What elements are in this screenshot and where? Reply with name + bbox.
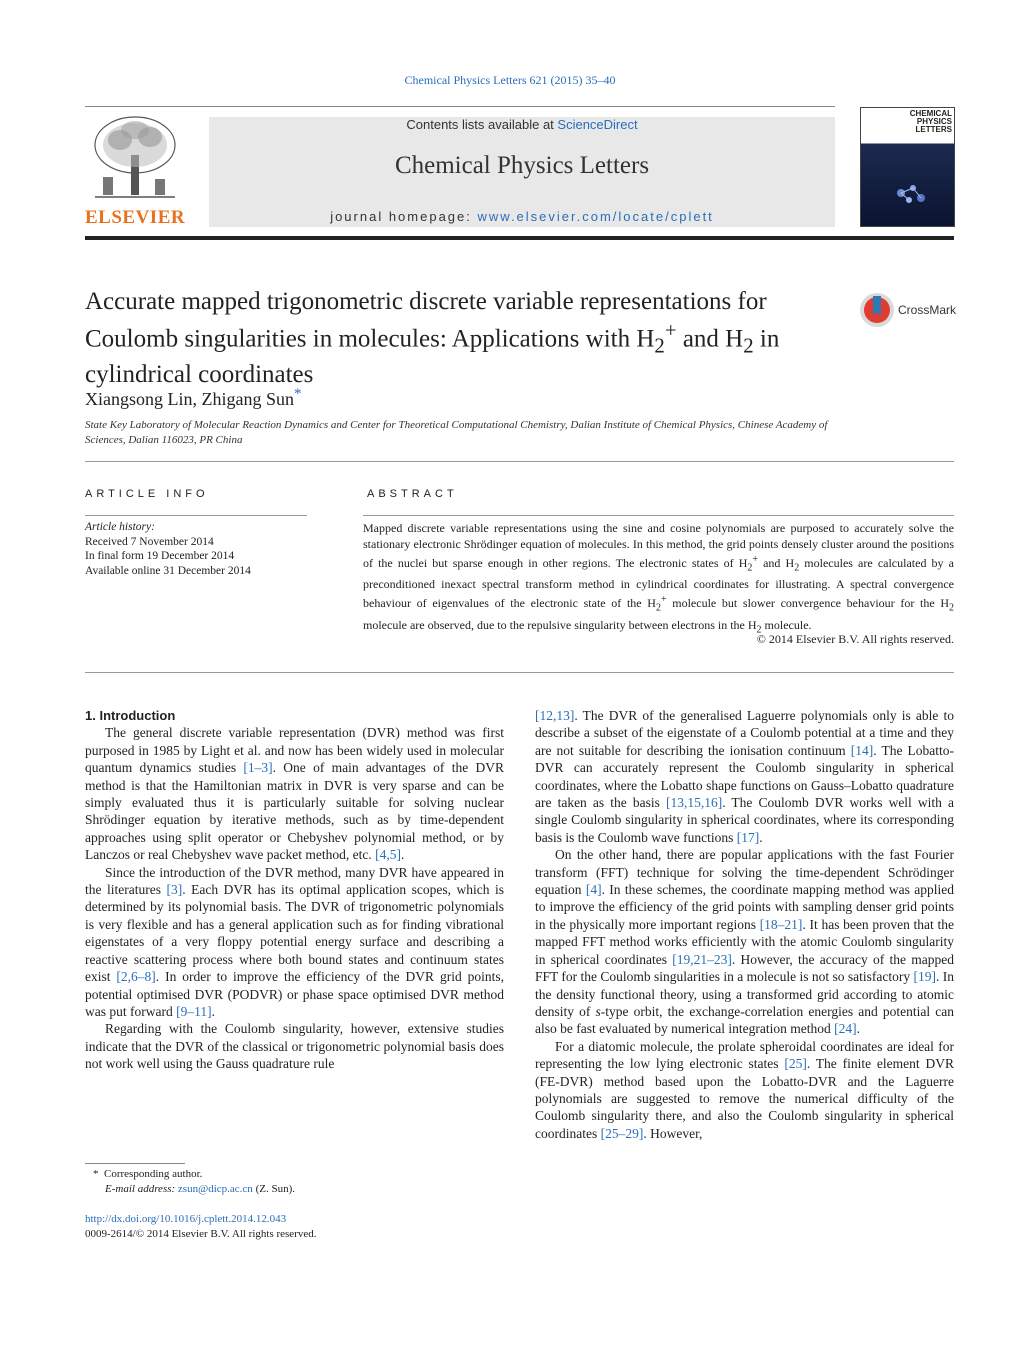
title-subscript: 2	[654, 333, 665, 358]
para-text: .	[856, 1021, 861, 1037]
citation-link[interactable]: [13,15,16]	[665, 795, 723, 811]
citation-link[interactable]: [9–11]	[176, 1003, 212, 1019]
email-link[interactable]: zsun@dicp.ac.cn	[177, 1183, 253, 1195]
homepage-prefix: journal homepage:	[330, 209, 478, 224]
body-column-right	[535, 707, 954, 1142]
abstract-text	[363, 520, 954, 638]
divider	[85, 461, 954, 462]
citation-link[interactable]: [4,5]	[375, 847, 402, 863]
article-history	[85, 520, 307, 578]
article-info-heading: ARTICLE INFO	[85, 488, 209, 500]
elsevier-wordmark: ELSEVIER	[85, 207, 186, 228]
para-text: . The Lobatto-DVR can accurately represent the Coulomb singularity in spherical coordinates, where the Lobatto shape functions on Gauss–Lobatto quadrature are taken as the basis	[535, 742, 954, 811]
title-text: and H	[676, 325, 744, 353]
body-column-left	[85, 707, 504, 1073]
title-text: in cylindrical coordinates	[85, 325, 780, 389]
para-text: . However, the accuracy of the mapped FFT for the Coulomb singularities in a molecule is not so satisfactory	[535, 951, 954, 985]
para-text: .	[211, 1003, 215, 1019]
citation-link[interactable]: [2,6–8]	[116, 969, 156, 985]
title-superscript: +	[664, 318, 677, 342]
para-text: . In these schemes, the coordinate mapping method was applied to improve the efficiency of the grid points with sampling denser grid points in the physically more important regions	[535, 882, 954, 932]
footnote-divider	[85, 1163, 185, 1164]
doi-block	[85, 1212, 317, 1242]
para-text: . It has been proven that the mapped FFT method works efficiently with the atomic Coulomb singularity in spherical coordinates	[535, 916, 954, 967]
para-text: . One of main advantages of the DVR method is that the Hamiltonian matrix in DVR is very sparse and can be simply evaluated thus it is particularly suitable for solving nuclear Shrödinger equation by iterative methods, such as by time-dependent approaches using split operator or Chebyshev polynomial method, or by Lanczos or real Chebyshev wave packet method, etc.	[85, 760, 504, 863]
citation-link[interactable]: [18–21]	[759, 916, 803, 932]
para-text: . The Coulomb DVR works well with a single Coulomb singularity in spherical coordinates, where its corresponding basis is the Coulomb wave functions	[535, 795, 954, 845]
abstract-part: molecule are observed, due to the repulsive singularity between electrons in the H	[363, 617, 757, 632]
paragraph	[535, 707, 954, 846]
contents-availability	[209, 117, 835, 132]
received-date: Received 7 November 2014	[85, 535, 214, 548]
article-title	[85, 287, 845, 389]
cover-title: CHEMICAL PHYSICS LETTERS	[909, 109, 952, 134]
citation-link[interactable]: [24]	[834, 1021, 857, 1037]
para-text: . In order to improve the efficiency of the DVR grid points, potential optimised DVR (PODVR) or phase space optimised DVR method was put forward	[85, 969, 505, 1019]
para-text: . In the density functional theory, using a transformed grid according to atomic density of	[535, 969, 954, 1019]
para-text: On the other hand, there are popular applications with the fast Fourier transform (FFT) technique for solving the time-dependent Schrödinger equation	[535, 847, 954, 898]
abstract-superscript: +	[752, 554, 758, 565]
abstract-subscript: 2	[949, 602, 954, 614]
email-note	[85, 1182, 504, 1197]
divider	[85, 515, 307, 516]
citation-link[interactable]: [4]	[585, 882, 602, 898]
abstract-part: Mapped discrete variable representations using the sine and cosine polynomials are purposed to accurately solve the stationary electronic Shrödinger equation of molecules. In this method, the grid points densely cluster around the positions of the nuclei but sparse enough in other regions. The electronic states of H	[363, 521, 954, 570]
abstract-part: molecule.	[761, 617, 812, 632]
abstract-subscript: 2	[655, 602, 661, 614]
para-text: .	[759, 829, 763, 845]
title-subscript: 2	[743, 333, 754, 358]
author-list	[85, 386, 302, 410]
para-text: . The finite element DVR (FE-DVR) method based upon the Lobatto-DVR and the Laguerre polynomials are suggested to remove the numerical difficulty of the Coulomb singularity there, and also the Coulomb singularity in spherical coordinates	[535, 1056, 954, 1141]
italic-symbol: s	[595, 1003, 601, 1019]
footnote	[85, 1167, 504, 1197]
corresponding-note	[85, 1167, 504, 1182]
contents-prefix: Contents lists available at	[406, 117, 558, 132]
para-text: .	[401, 847, 405, 863]
abstract-subscript: 2	[747, 562, 753, 574]
divider	[363, 515, 954, 516]
title-text: Accurate mapped trigonometric discrete variable representations for Coulomb singularities in molecules: Applications with H	[85, 288, 767, 353]
homepage-link[interactable]: www.elsevier.com/locate/cplett	[477, 209, 714, 224]
para-text: . The DVR of the generalised Laguerre polynomials only is able to describe a subset of the eigenstate of a Coulomb potential at a time and they are not suitable for describing the ionisation continuum	[535, 708, 954, 758]
abstract-copyright: © 2014 Elsevier B.V. All rights reserved.	[756, 632, 954, 646]
corresponding-author-mark[interactable]: *	[294, 386, 302, 402]
para-text: For a diatomic molecule, the prolate spheroidal coordinates are ideal for representing the low lying electronic states	[535, 1038, 954, 1072]
para-text: The general discrete variable representation (DVR) method was first purposed in 1985 by Light et al. and now has been widely used in molecular quantum dynamics studies	[85, 725, 504, 776]
online-date: Available online 31 December 2014	[85, 564, 251, 577]
para-text: -type orbit, the exchange-correlation energies and potential can also be fast evaluated by numerical integration method	[535, 1003, 954, 1037]
abstract-heading: ABSTRACT	[367, 488, 458, 500]
sciencedirect-link[interactable]: ScienceDirect	[557, 117, 638, 132]
citation-link[interactable]: [14]	[850, 742, 874, 758]
para-text: . Each DVR has its optimal application scopes, which is determined by its polynomial basis. The DVR of trigonometric polynomials is very flexible and has a general application such as for finding vibrational eigenstates of a very floppy potential energy surface and describing a reactive scattering process where both bound states and continuum states exist	[85, 882, 504, 985]
history-label: Article history:	[85, 521, 155, 533]
journal-reference-link[interactable]: Chemical Physics Letters 621 (2015) 35–40	[404, 73, 616, 87]
paragraph	[85, 864, 504, 1021]
authors-text: Xiangsong Lin, Zhigang Sun	[85, 389, 294, 409]
abstract-part: molecules are calculated by a preconditioned inexact spectral transform method in cylindrical coordinates for illustrating. A spectral convergence behaviour of eigenvalues of the electronic state of the H	[363, 556, 954, 611]
citation-link[interactable]: [25]	[784, 1056, 807, 1072]
citation-link[interactable]: [19,21–23]	[672, 951, 732, 967]
email-label: E-mail address:	[105, 1183, 178, 1195]
abstract-part: and H	[758, 556, 795, 570]
corresponding-text: Corresponding author.	[104, 1168, 203, 1180]
crossmark-icon	[858, 290, 898, 330]
citation-link[interactable]: [19]	[913, 969, 936, 985]
paragraph	[535, 1038, 954, 1142]
issn-line: 0009-2614/© 2014 Elsevier B.V. All rights reserved.	[85, 1228, 317, 1240]
citation-link[interactable]: [12,13]	[535, 708, 575, 723]
footnote-mark: *	[93, 1168, 99, 1180]
section-title: 1. Introduction	[85, 708, 176, 723]
paragraph	[535, 846, 954, 1037]
header-thick-rule	[85, 236, 954, 240]
citation-link[interactable]: [1–3]	[243, 760, 273, 776]
citation-link[interactable]: [3]	[166, 882, 183, 898]
abstract-subscript: 2	[756, 624, 762, 636]
abstract-subscript: 2	[794, 562, 800, 574]
crossmark-label[interactable]: CrossMark	[898, 303, 957, 317]
revised-date: In final form 19 December 2014	[85, 550, 235, 562]
affiliation: State Key Laboratory of Molecular Reaction Dynamics and Center for Theoretical Computational Chemistry, Dalian Institute of Chemical Physics, Chinese Academy of Sciences, Dalian 116023, PR China	[85, 419, 828, 446]
journal-homepage	[209, 209, 835, 224]
journal-name: Chemical Physics Letters	[394, 152, 650, 179]
paragraph: Regarding with the Coulomb singularity, however, extensive studies indicate that the DVR of the classical or trigonometric polynomial basis does not work well using the Gauss quadrature rule	[85, 1021, 504, 1072]
doi-link[interactable]: http://dx.doi.org/10.1016/j.cplett.2014.12.043	[85, 1213, 287, 1225]
divider	[85, 672, 954, 673]
header-divider	[85, 106, 835, 107]
para-text: . However,	[643, 1125, 703, 1141]
abstract-superscript: +	[660, 594, 667, 606]
para-text: Since the introduction of the DVR method, many DVR have appeared in the literatures	[85, 864, 504, 898]
paragraph	[85, 724, 504, 863]
abstract-part: molecule but slower convergence behaviour for the H	[666, 596, 949, 611]
email-suffix: (Z. Sun).	[252, 1183, 295, 1195]
citation-link[interactable]: [25–29]	[600, 1125, 644, 1141]
citation-link[interactable]: [17]	[736, 829, 760, 845]
